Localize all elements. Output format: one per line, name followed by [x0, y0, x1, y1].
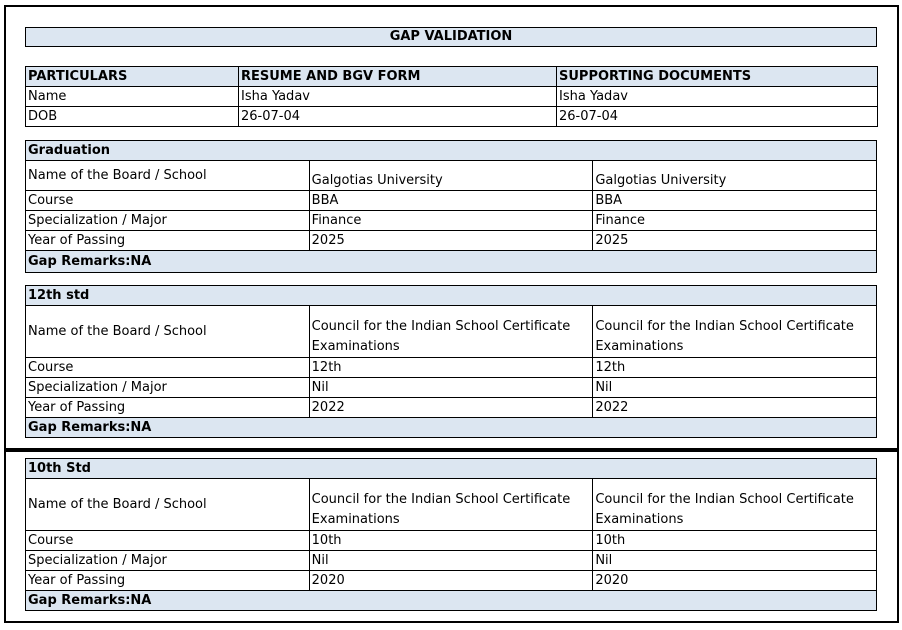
table-row — [26, 398, 877, 418]
documents-value — [593, 479, 877, 531]
gap-remarks-row — [26, 251, 877, 273]
documents-value — [593, 306, 877, 358]
documents-board-text: Council for the Indian School Certificate Examinations — [595, 492, 854, 527]
table-row — [26, 551, 877, 571]
documents-value: Galgotias University — [593, 161, 877, 191]
row-label: Year of Passing — [26, 398, 310, 418]
table-row — [26, 531, 877, 551]
resume-board-text: Council for the Indian School Certificate Examinations — [311, 492, 571, 527]
documents-value: Finance — [593, 211, 877, 231]
table-row — [26, 479, 877, 531]
gap-remarks: Gap Remarks:NA — [26, 251, 877, 273]
row-label: Name — [26, 87, 239, 107]
table-row — [26, 107, 878, 127]
documents-value: BBA — [593, 191, 877, 211]
row-label: Specialization / Major — [26, 551, 310, 571]
page-title: GAP VALIDATION — [25, 27, 877, 47]
documents-board-text: Council for the Indian School Certificate Examinations — [595, 319, 854, 354]
row-label: Course — [26, 191, 310, 211]
resume-value: Nil — [309, 378, 593, 398]
resume-value: 10th — [309, 531, 593, 551]
resume-value: Isha Yadav — [239, 87, 557, 107]
gap-remarks: Gap Remarks:NA — [26, 418, 877, 438]
table-row — [26, 571, 877, 591]
resume-value: Nil — [309, 551, 593, 571]
documents-value: 10th — [593, 531, 877, 551]
documents-value: Nil — [593, 551, 877, 571]
row-label: Name of the Board / School — [26, 306, 310, 358]
resume-header: RESUME AND BGV FORM — [239, 67, 557, 87]
graduation-heading: Graduation — [26, 141, 877, 161]
section-heading-row — [26, 141, 877, 161]
resume-value — [309, 306, 593, 358]
std10-heading: 10th Std — [26, 459, 877, 479]
resume-value: 2020 — [309, 571, 593, 591]
documents-value: 26-07-04 — [557, 107, 878, 127]
documents-value: Nil — [593, 378, 877, 398]
row-label: Year of Passing — [26, 571, 310, 591]
documents-value: 12th — [593, 358, 877, 378]
gap-remarks-row — [26, 591, 877, 611]
resume-value: BBA — [309, 191, 593, 211]
resume-value: 26-07-04 — [239, 107, 557, 127]
documents-value: Isha Yadav — [557, 87, 878, 107]
documents-header: SUPPORTING DOCUMENTS — [557, 67, 878, 87]
resume-value — [309, 479, 593, 531]
section-heading-row — [26, 459, 877, 479]
std12-heading: 12th std — [26, 286, 877, 306]
std12-table — [25, 285, 877, 438]
particulars-header: PARTICULARS — [26, 67, 239, 87]
table-row — [26, 378, 877, 398]
row-label: Course — [26, 531, 310, 551]
documents-value: 2022 — [593, 398, 877, 418]
documents-value: 2020 — [593, 571, 877, 591]
table-row — [26, 211, 877, 231]
gap-remarks: Gap Remarks:NA — [26, 591, 877, 611]
row-label: Specialization / Major — [26, 378, 310, 398]
table-row — [26, 306, 877, 358]
documents-value: 2025 — [593, 231, 877, 251]
table-row — [26, 231, 877, 251]
resume-value: 12th — [309, 358, 593, 378]
graduation-table — [25, 140, 877, 273]
resume-value: 2025 — [309, 231, 593, 251]
std10-table — [25, 458, 877, 611]
resume-value: Finance — [309, 211, 593, 231]
row-label: DOB — [26, 107, 239, 127]
resume-value: 2022 — [309, 398, 593, 418]
table-row — [26, 87, 878, 107]
resume-board-text: Council for the Indian School Certificate Examinations — [311, 319, 571, 354]
row-label: Name of the Board / School — [26, 161, 310, 191]
section-heading-row — [26, 286, 877, 306]
particulars-table — [25, 66, 878, 127]
row-label: Name of the Board / School — [26, 479, 310, 531]
particulars-header-row — [26, 67, 878, 87]
row-label: Specialization / Major — [26, 211, 310, 231]
table-row — [26, 161, 877, 191]
table-row — [26, 191, 877, 211]
resume-value: Galgotias University — [309, 161, 593, 191]
row-label: Year of Passing — [26, 231, 310, 251]
table-row — [26, 358, 877, 378]
row-label: Course — [26, 358, 310, 378]
gap-remarks-row — [26, 418, 877, 438]
